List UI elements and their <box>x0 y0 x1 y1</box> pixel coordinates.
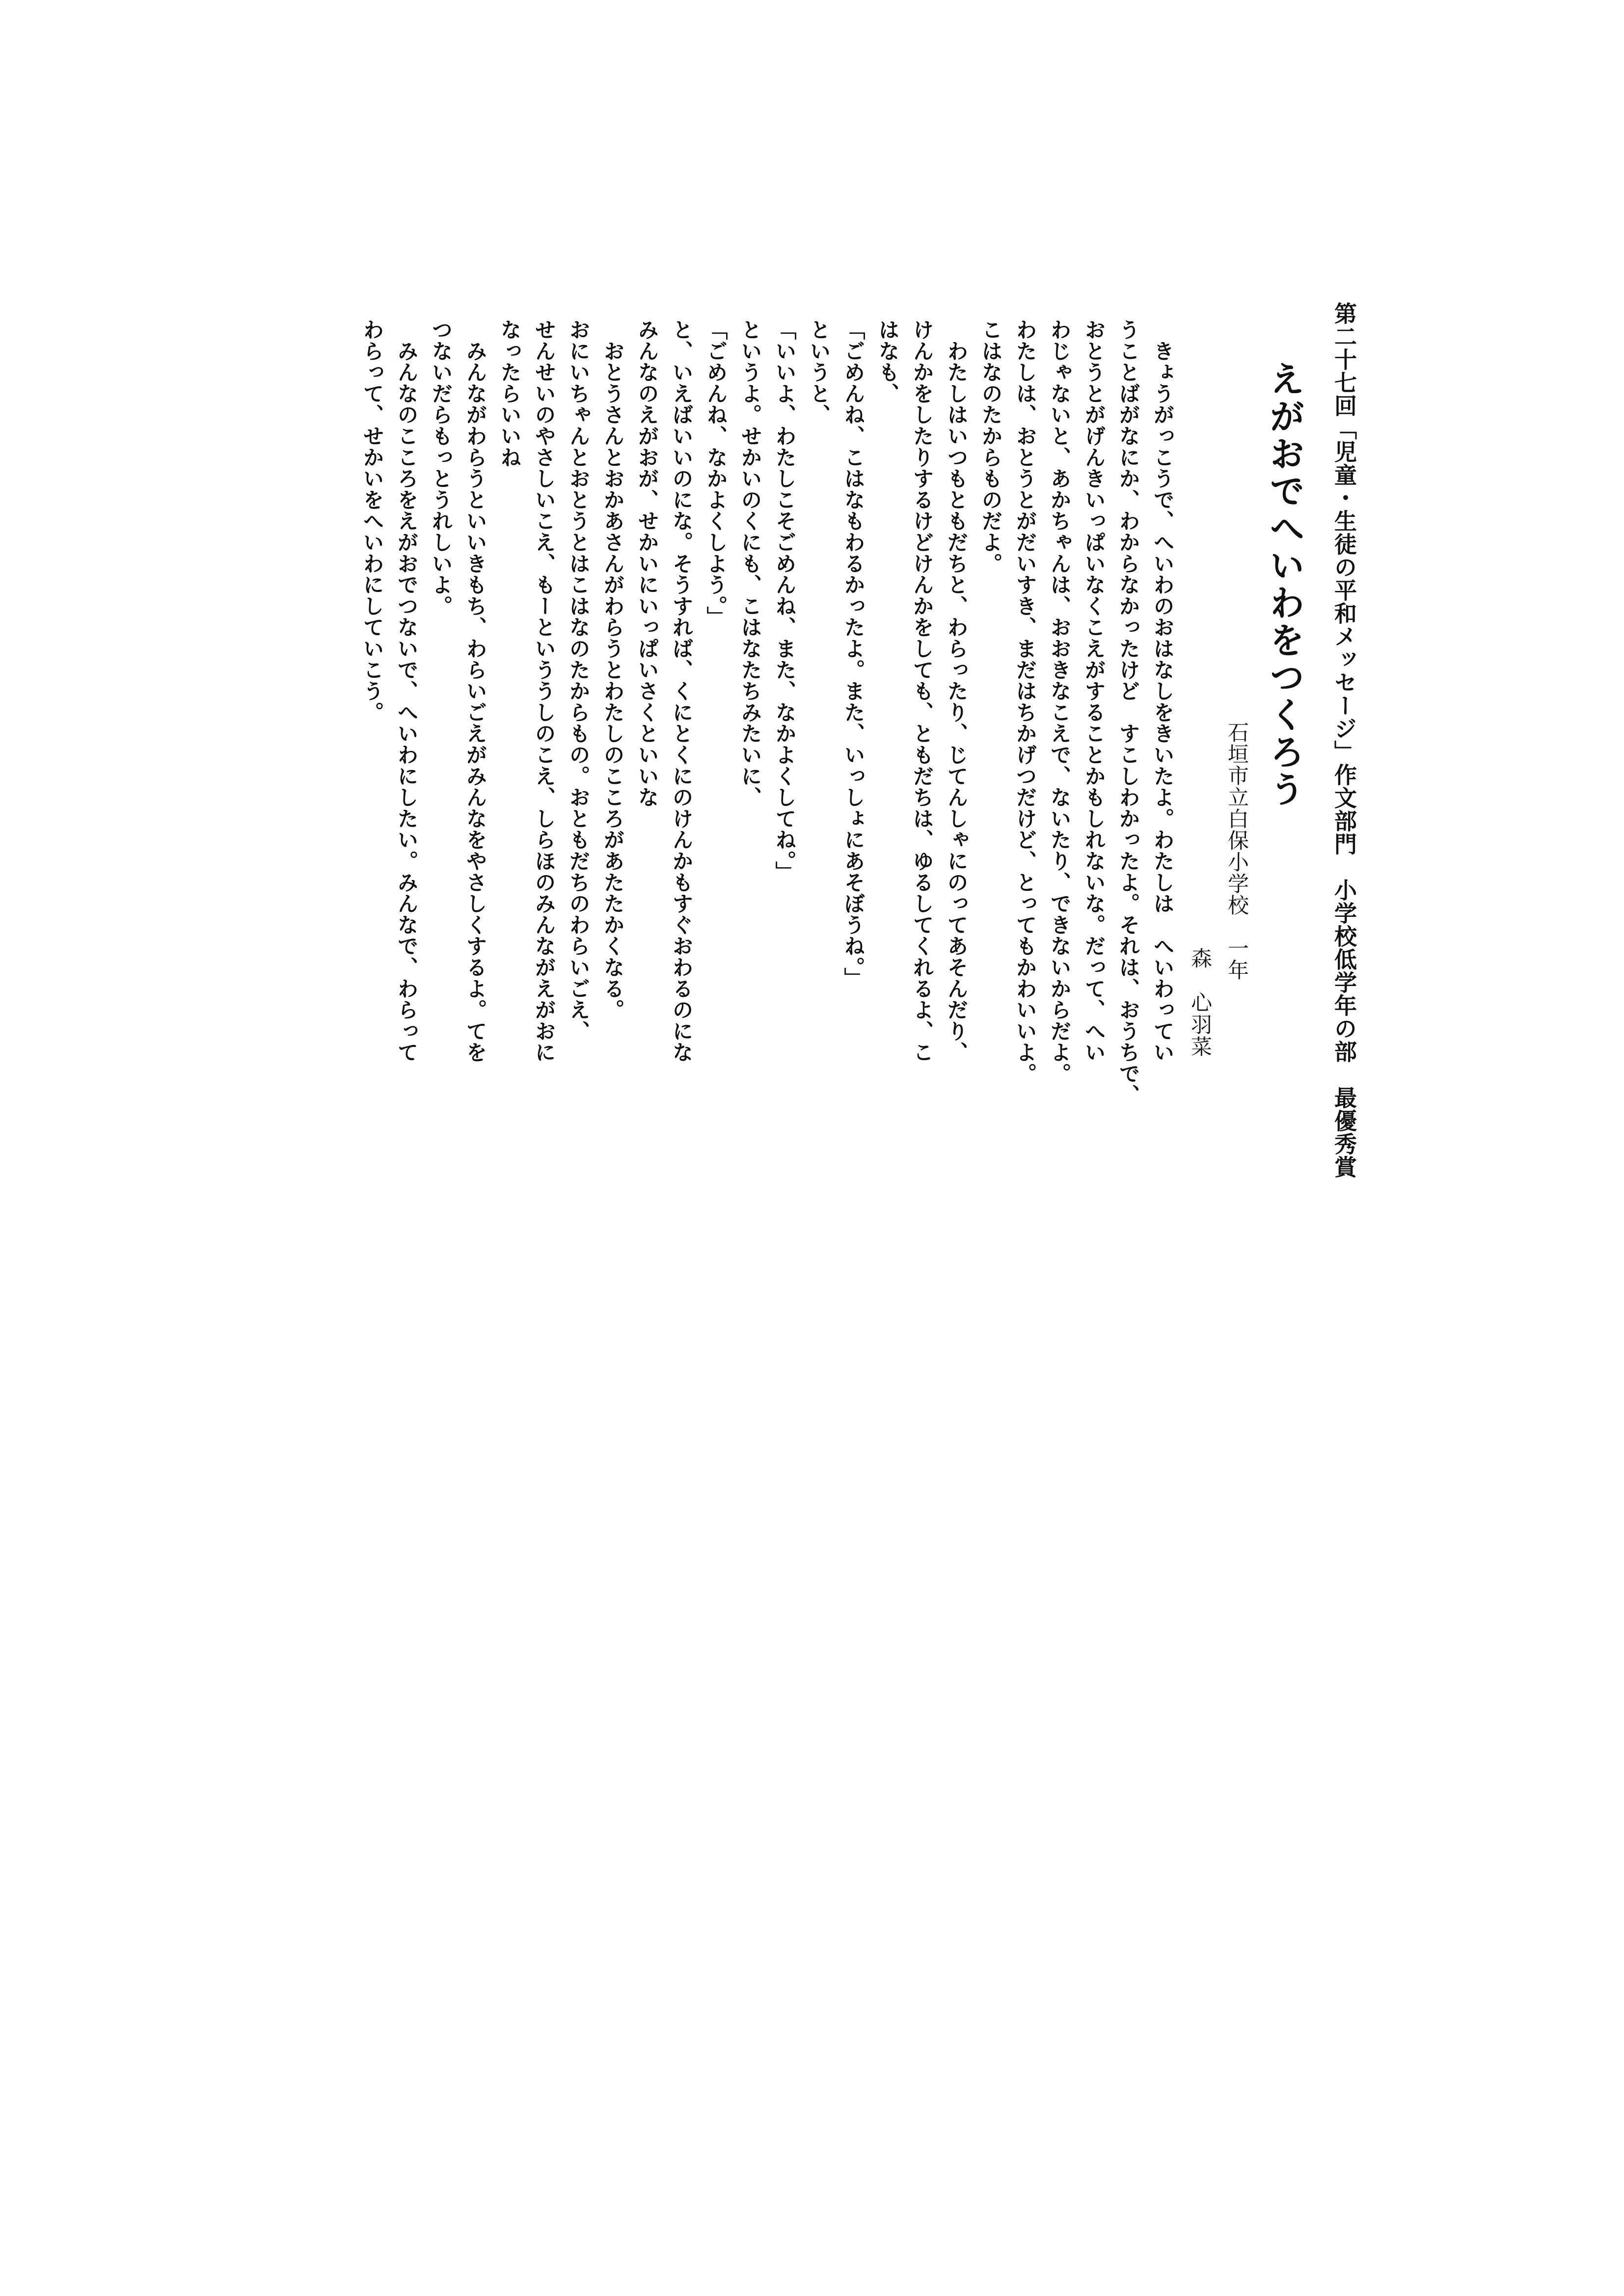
body-line: なったらいいね <box>497 319 522 468</box>
body-line: 「ごめんね、こはなもわるかったよ。また、いっしょにあそぼうね。」 <box>840 319 866 989</box>
body-line: わたしは、おとうとがだいすき、まだはちかげつだけど、とってもかわいいよ。 <box>1012 319 1037 1084</box>
body-line: みんなのえがおが、せかいにいっぱいさくといいな <box>634 319 659 808</box>
body-line: わらって、せかいをへいわにしていこう。 <box>359 319 384 723</box>
award-header: 第二十七回「児童・生徒の平和メッセージ」作文部門 小学校低学年の部 最優秀賞 <box>1331 302 1357 1178</box>
body-line: きょうがっこうで、へいわのおはなしをきいたよ。わたしは へいわってい <box>1150 319 1175 1063</box>
body-line: おとうさんとおかあさんがわらうとわたしのこころがあたたかくなる。 <box>600 319 625 1020</box>
body-line: というと、 <box>806 319 831 426</box>
body-line: というよ。せかいのくにも、こはなたちみたいに、 <box>737 319 762 808</box>
body-line: みんなのこころをえがおでつないで、へいわにしたい。みんなで、わらって <box>394 319 419 1063</box>
body-line: 「ごめんね、なかよくしよう。」 <box>703 319 728 628</box>
body-line: うことばがなにか、わからなかったけど すこしわかったよ。それは、おうちで、 <box>1115 319 1140 1106</box>
body-line: みんながわらうといいきもち、わらいごえがみんなをやさしくするよ。てを <box>462 319 487 1063</box>
body-line: こはなのたからものだよ。 <box>978 319 1003 574</box>
author-name: 森 心羽菜 <box>1188 947 1212 1058</box>
body-line: おにいちゃんとおとうとはこはなのたからもの。おともだちのわらいごえ、 <box>566 319 591 1042</box>
body-line: つないだらもっとうれしいよ。 <box>428 319 453 617</box>
body-line: けんかをしたりするけどけんかをしても、ともだちは、ゆるしてくれるよ、こ <box>909 319 934 1063</box>
body-line: せんせいのやさしいこえ、もーといううしのこえ、しらほのみんながえがおに <box>531 319 556 1063</box>
body-line: 「いいよ、わたしこそごめんね、また、なかよくしてね。」 <box>772 319 797 882</box>
school-name: 石垣市立白保小学校 一年 <box>1224 721 1249 981</box>
body-line: わたしはいつもともだちと、わらったり、じてんしゃにのってあそんだり、 <box>944 319 969 1063</box>
body-line: おとうとがげんきいっぱいなくこえがすることかもしれないな。だって、へい <box>1081 319 1106 1063</box>
essay-title: えがおでへいわをつくろう <box>1264 361 1305 808</box>
body-line: と、いえばいいのにな。そうすれば、くにとくにのけんかもすぐおわるのにな <box>669 319 694 1063</box>
body-line: はなも、 <box>875 319 900 404</box>
body-line: わじゃないと、あかちゃんは、おおきなこえで、ないたり、できないからだよ。 <box>1047 319 1072 1084</box>
